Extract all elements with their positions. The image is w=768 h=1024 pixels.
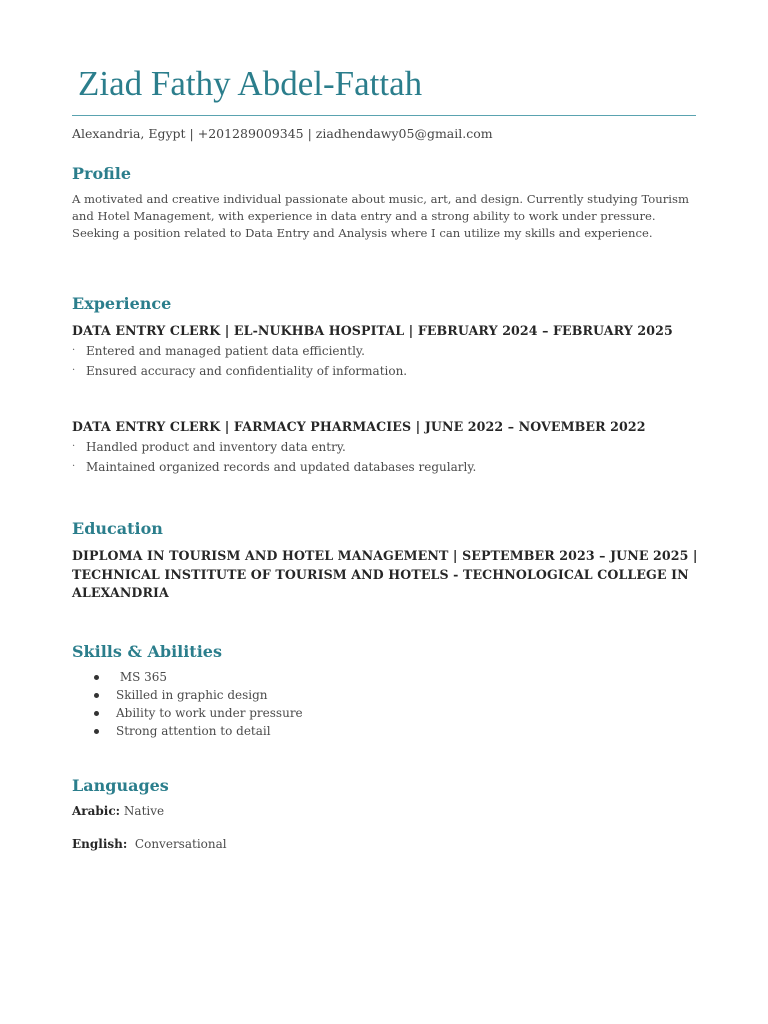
language-entry	[72, 837, 227, 851]
job-bullet-text: Handled product and inventory data entry.	[86, 440, 346, 454]
contact-line: Alexandria, Egypt | +201289009345 | ziadhendawy05@gmail.com	[72, 126, 493, 141]
profile-line: A motivated and creative individual passionate about music, art, and design. Currently studying Tourism	[72, 192, 689, 206]
list-item	[72, 341, 407, 361]
language-level: Native	[120, 804, 165, 818]
job-bullet-text: Maintained organized records and updated databases regularly.	[86, 460, 477, 474]
candidate-name: Ziad Fathy Abdel-Fattah	[78, 64, 423, 103]
education-heading: Education	[72, 519, 163, 538]
job-bullet-text: Ensured accuracy and confidentiality of information.	[86, 364, 408, 378]
experience-heading: Experience	[72, 294, 172, 313]
list-item	[72, 437, 476, 457]
skills-list	[92, 668, 303, 740]
job-bullet-text: Entered and managed patient data efficiently.	[86, 344, 365, 358]
bullet-dot-icon: ·	[72, 441, 76, 452]
bullet-dot-icon: ·	[72, 461, 76, 472]
bullet-disc-icon	[94, 729, 99, 734]
skill-text: Ability to work under pressure	[116, 706, 303, 720]
bullet-dot-icon: ·	[72, 365, 76, 376]
skill-text: Skilled in graphic design	[116, 688, 268, 702]
job-title: DATA ENTRY CLERK | FARMACY PHARMACIES | JUNE 2022 – NOVEMBER 2022	[72, 419, 646, 434]
list-item	[92, 686, 303, 704]
job-title: DATA ENTRY CLERK | EL-NUKHBA HOSPITAL | FEBRUARY 2024 – FEBRUARY 2025	[72, 323, 673, 338]
skill-text: Strong attention to detail	[116, 724, 271, 738]
language-label: Arabic:	[72, 804, 121, 818]
list-item	[92, 722, 303, 740]
profile-line: and Hotel Management, with experience in data entry and a strong ability to work under pressure.	[72, 209, 656, 223]
education-line: TECHNICAL INSTITUTE OF TOURISM AND HOTELS - TECHNOLOGICAL COLLEGE IN	[72, 566, 689, 582]
language-level: Conversational	[127, 837, 227, 851]
bullet-dot-icon: ·	[72, 345, 76, 356]
bullet-disc-icon	[94, 693, 99, 698]
skills-heading: Skills & Abilities	[72, 642, 222, 661]
language-entry	[72, 804, 164, 818]
list-item	[92, 668, 303, 686]
job-bullets	[72, 437, 476, 477]
header-divider	[72, 115, 696, 116]
language-label: English:	[72, 837, 128, 851]
list-item	[92, 704, 303, 722]
bullet-disc-icon	[94, 711, 99, 716]
education-entry	[72, 547, 698, 603]
profile-summary	[72, 191, 692, 242]
profile-heading: Profile	[72, 164, 132, 183]
profile-line: Seeking a position related to Data Entry and Analysis where I can utilize my skills and experience.	[72, 226, 653, 240]
bullet-disc-icon	[94, 675, 99, 680]
education-line: ALEXANDRIA	[72, 585, 169, 600]
languages-heading: Languages	[72, 776, 169, 795]
list-item	[72, 361, 407, 381]
skill-text: MS 365	[116, 670, 168, 684]
education-line: DIPLOMA IN TOURISM AND HOTEL MANAGEMENT | SEPTEMBER 2023 – JUNE 2025 |	[72, 548, 698, 563]
job-bullets	[72, 341, 407, 381]
list-item	[72, 457, 476, 477]
